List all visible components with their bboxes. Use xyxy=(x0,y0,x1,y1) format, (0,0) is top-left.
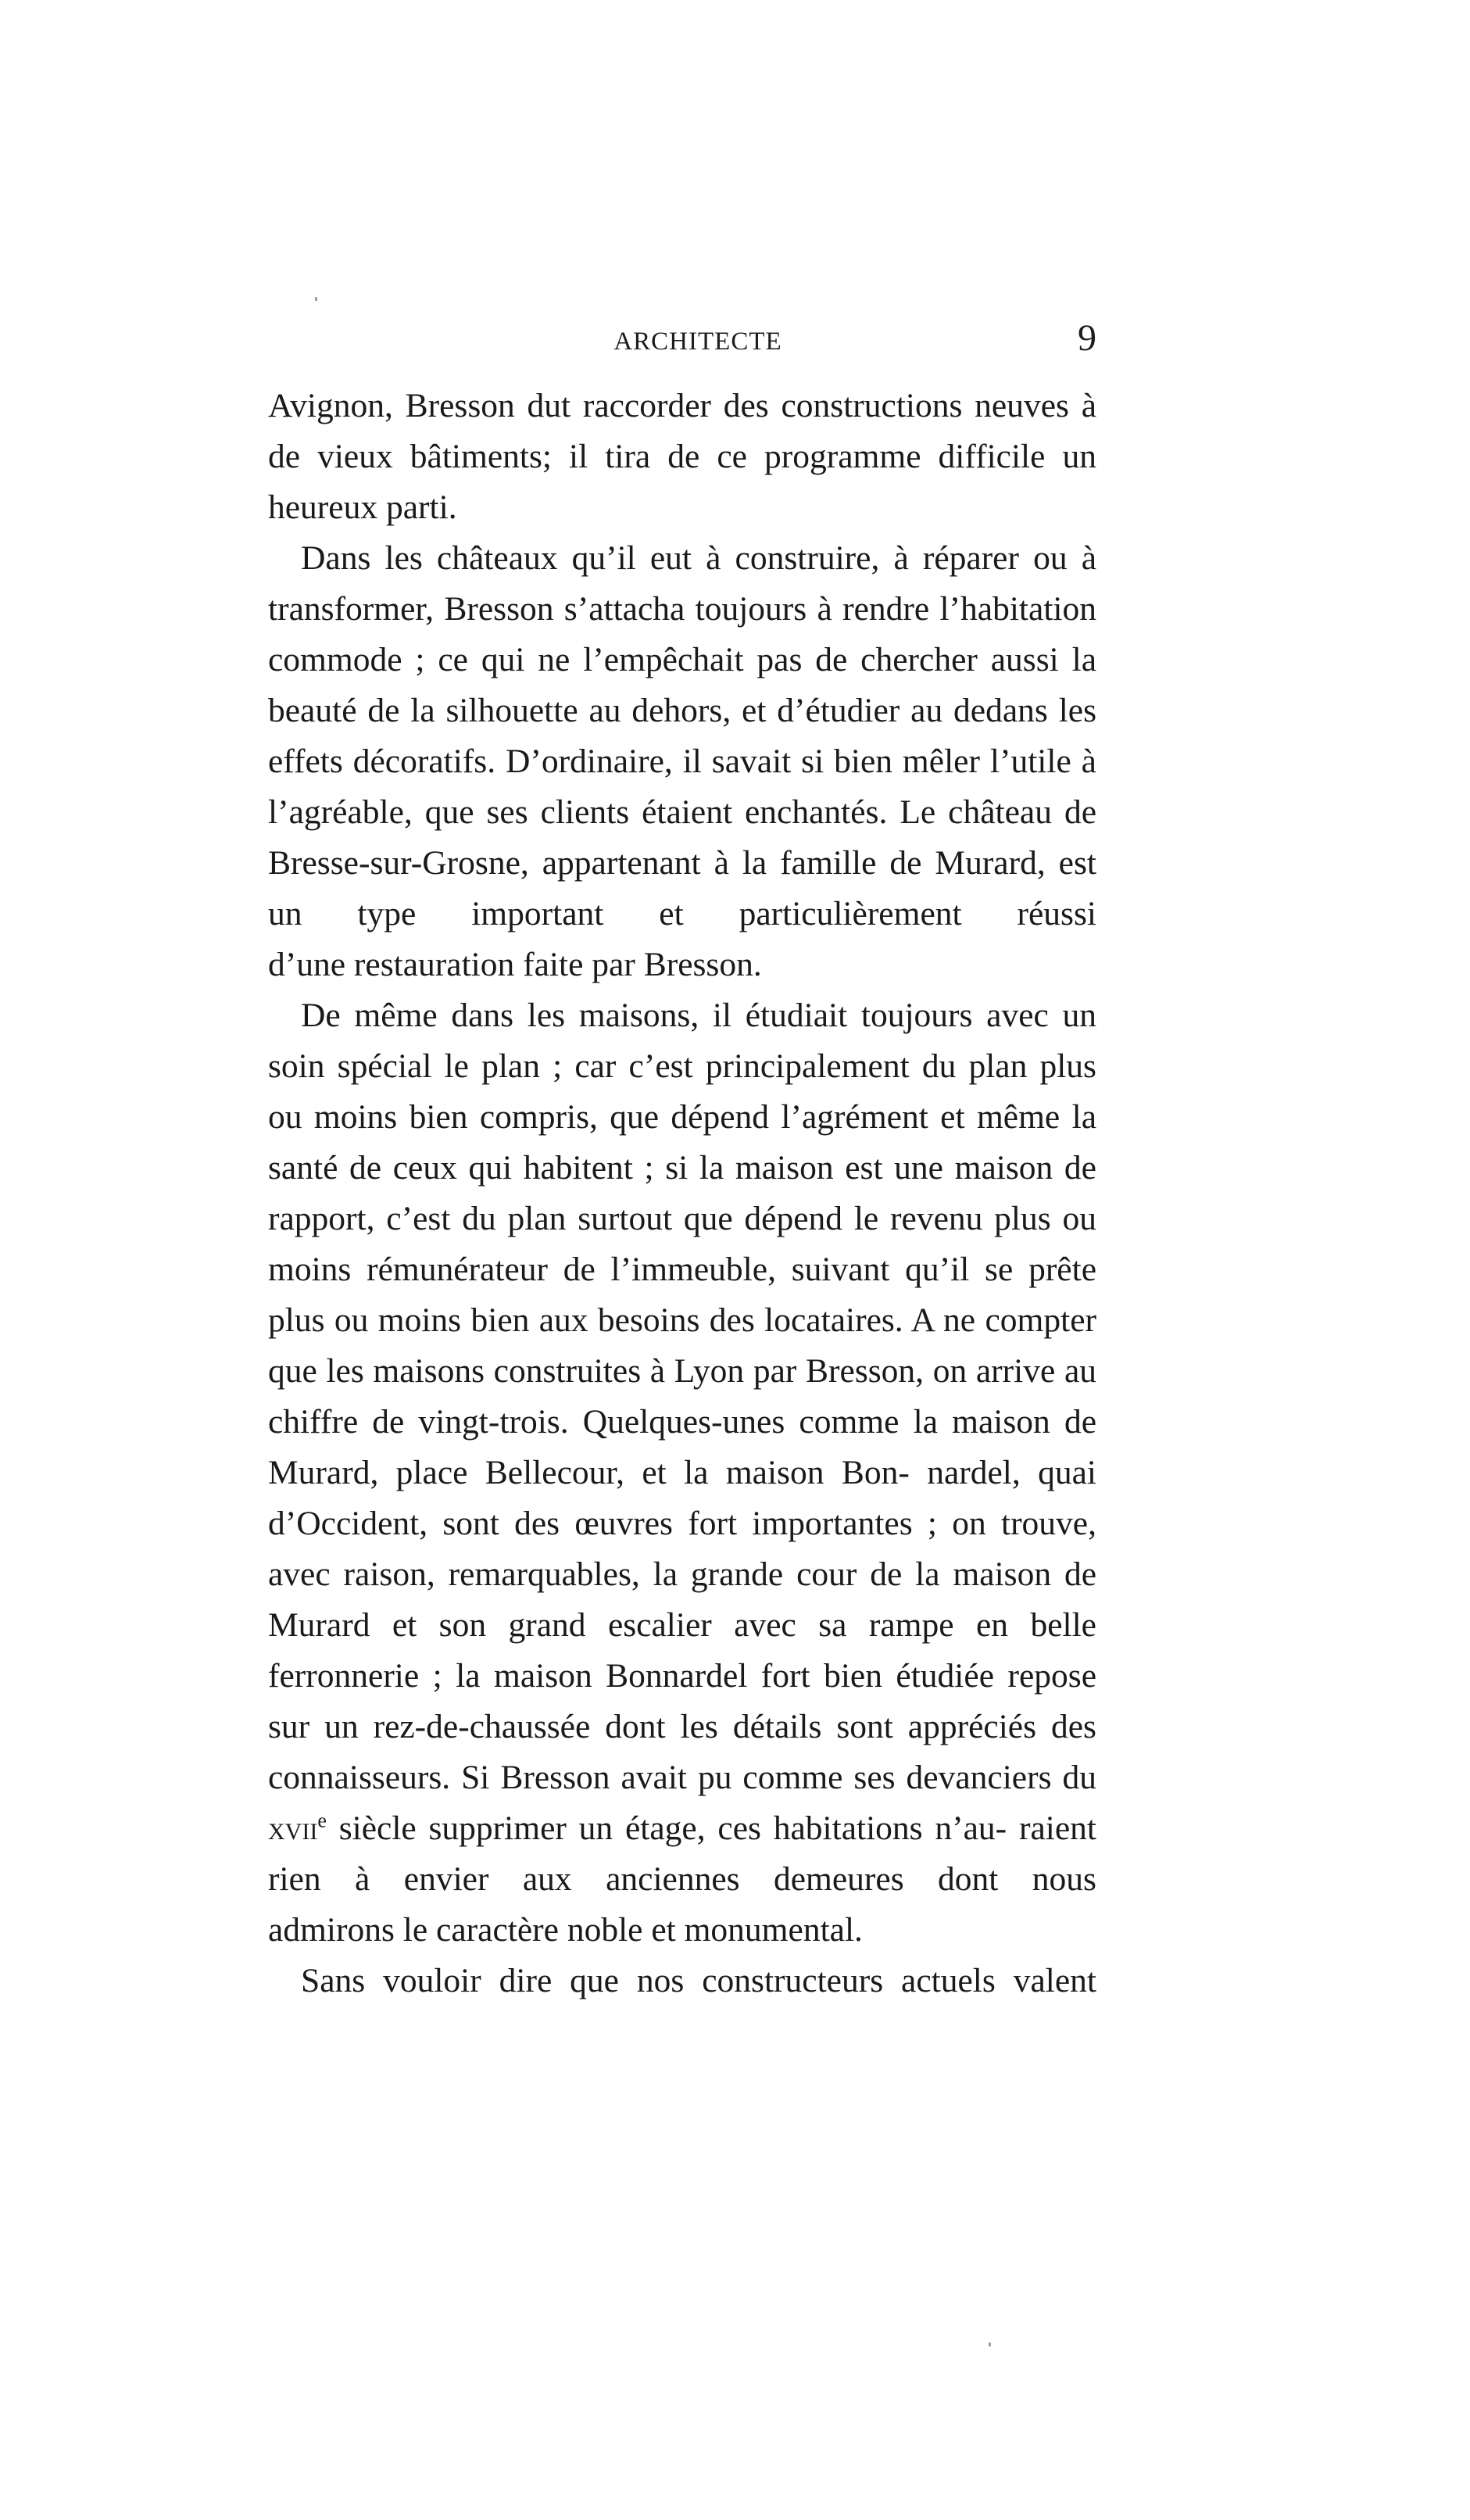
paragraph xyxy=(268,381,1096,482)
text-line: raient rien à envier aux anciennes demeures dont nous xyxy=(268,1809,1096,1898)
text-line: nardel, quai d’Occident, sont des œuvres fort importantes ; xyxy=(268,1454,1097,1542)
text-line: des connaisseurs. Si Bresson avait pu comme ses devanciers xyxy=(268,1708,1096,1796)
paragraph-end xyxy=(268,1905,1096,1956)
paragraph-end xyxy=(268,482,1096,533)
paper-speck xyxy=(989,2343,991,2346)
text-line: repose sur un rez-de-chaussée dont les détails sont appréciés xyxy=(268,1657,1096,1745)
text-line: Dans les châteaux qu’il eut à construire, à réparer ou à xyxy=(301,539,1096,577)
text-line: compter que les maisons construites à Lyon par Bresson, xyxy=(268,1301,1097,1390)
running-head xyxy=(268,317,1096,371)
superscript: e xyxy=(317,1809,327,1832)
text-line: santé de ceux qui habitent ; si la maison est une maison de xyxy=(268,1149,1096,1187)
text-line: rapport, c’est du plan surtout que dépend le revenu plus xyxy=(268,1200,1051,1237)
page-number: 9 xyxy=(1078,317,1096,359)
text-line: prête plus ou moins bien aux besoins des locataires. A ne xyxy=(268,1251,1096,1339)
text-line: heureux parti. xyxy=(268,489,457,526)
text-line: l’utile à l’agréable, que ses clients étaient enchantés. Le xyxy=(268,743,1096,831)
paragraph-end xyxy=(268,940,1096,990)
text-line: ou moins rémunérateur de l’immeuble, suivant qu’il se xyxy=(268,1200,1097,1288)
body-text xyxy=(268,381,1096,2006)
text-line: Murard, est un type important et particulièrement réussi xyxy=(268,844,1097,932)
running-title: ARCHITECTE xyxy=(613,328,782,356)
text-line: beauté de la silhouette au dehors, et d’étudier au dedans xyxy=(268,692,1048,729)
text-line: admirons le caractère noble et monumental. xyxy=(268,1911,863,1949)
text-line: maison de Murard et son grand escalier avec sa rampe en xyxy=(268,1555,1096,1644)
text-line: soin spécial le plan ; car c’est principalement du plan plus xyxy=(268,1047,1096,1085)
text-line: De même dans les maisons, il étudiait toujours avec un xyxy=(301,997,1096,1034)
text-line: les effets décoratifs. D’ordinaire, il savait si bien mêler xyxy=(268,692,1097,780)
paragraph xyxy=(268,1956,1096,2006)
text-fragment: du xyxy=(1062,1759,1096,1796)
paragraph xyxy=(268,533,1096,940)
text-fragment: siècle supprimer un étage, ces habitations n’au- xyxy=(326,1809,1007,1847)
text-line: la maison de Murard, place Bellecour, et la maison Bon- xyxy=(268,1403,1097,1491)
text-line: belle ferronnerie ; la maison Bonnardel fort bien étudiée xyxy=(268,1606,1096,1695)
text-line: commode ; ce qui ne l’empêchait pas de chercher aussi la xyxy=(268,641,1096,678)
text-line: on trouve, avec raison, remarquables, la grande cour de la xyxy=(268,1505,1096,1593)
text-line: château de Bresse-sur-Grosne, appartenant à la famille de xyxy=(268,793,1097,882)
text-line: Sans vouloir dire que nos constructeurs actuels valent xyxy=(301,1962,1096,1999)
text-line: on arrive au chiffre de vingt-trois. Quelques-unes comme xyxy=(268,1352,1097,1441)
text-line: à de vieux bâtiments; il tira de ce programme difficile un xyxy=(268,387,1097,475)
paper-speck xyxy=(315,297,317,301)
roman-numeral: xvii xyxy=(268,1809,318,1847)
text-line: d’une restauration faite par Bresson. xyxy=(268,946,762,983)
text-line: ou moins bien compris, que dépend l’agrément et même la xyxy=(268,1098,1096,1136)
paragraph xyxy=(268,990,1096,1905)
text-line: transformer, Bresson s’attacha toujours à rendre l’habitation xyxy=(268,590,1096,628)
text-line: Avignon, Bresson dut raccorder des constructions neuves xyxy=(268,387,1069,424)
